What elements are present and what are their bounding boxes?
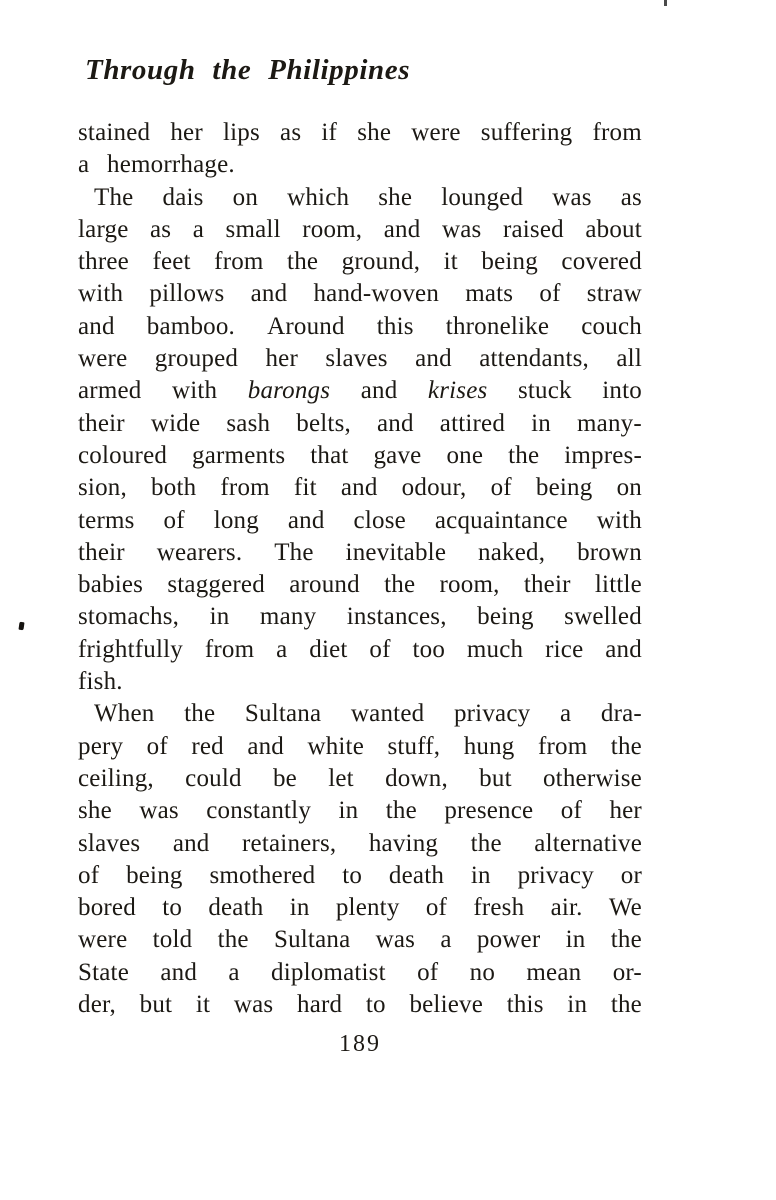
text-line: three feet from the ground, it being covered: [78, 248, 642, 276]
scan-edge-tick: [664, 0, 667, 6]
text-line: she was constantly in the presence of her: [78, 797, 642, 825]
text-line: were told the Sultana was a power in the: [78, 926, 642, 954]
text-line: with pillows and hand-woven mats of straw: [78, 280, 642, 308]
body-text: [78, 117, 642, 1021]
text-line: babies staggered around the room, their little: [78, 571, 642, 599]
text-line: were grouped her slaves and attendants, all: [78, 345, 642, 373]
text-line: coloured garments that gave one the impres-: [78, 441, 642, 469]
text-line: terms of long and close acquaintance with: [78, 506, 642, 534]
text-line: frightfully from a diet of too much rice and: [78, 635, 642, 663]
text-line: ceiling, could be let down, but otherwise: [78, 764, 642, 792]
running-head: Through the Philippines: [85, 54, 411, 86]
text-line: slaves and retainers, having the alternative: [78, 829, 642, 857]
text-line: their wearers. The inevitable naked, brown: [78, 538, 642, 566]
text-line: stomachs, in many instances, being swelled: [78, 603, 642, 631]
text-line: der, but it was hard to believe this in the: [78, 991, 642, 1019]
text-line: a hemorrhage.: [78, 151, 235, 179]
text-line: stained her lips as if she were suffering from: [78, 119, 642, 146]
text-line: and bamboo. Around this thronelike couch: [78, 312, 642, 340]
text-line: pery of red and white stuff, hung from the: [78, 732, 642, 760]
ink-speck: [18, 622, 24, 631]
text-line: their wide sash belts, and attired in many-: [78, 409, 642, 437]
text-line: The dais on which she lounged was as: [94, 183, 642, 211]
text-line: bored to death in plenty of fresh air. We: [78, 894, 642, 922]
text-line: armed with barongs and krises stuck into: [78, 377, 642, 405]
text-line: of being smothered to death in privacy or: [78, 861, 642, 889]
text-line: fish.: [78, 668, 123, 696]
text-line: sion, both from fit and odour, of being on: [78, 474, 642, 502]
page-number: 189: [339, 1031, 381, 1057]
text-line: State and a diplomatist of no mean or-: [78, 958, 642, 986]
text-line: When the Sultana wanted privacy a dra-: [94, 700, 642, 728]
text-line: large as a small room, and was raised about: [78, 215, 642, 243]
